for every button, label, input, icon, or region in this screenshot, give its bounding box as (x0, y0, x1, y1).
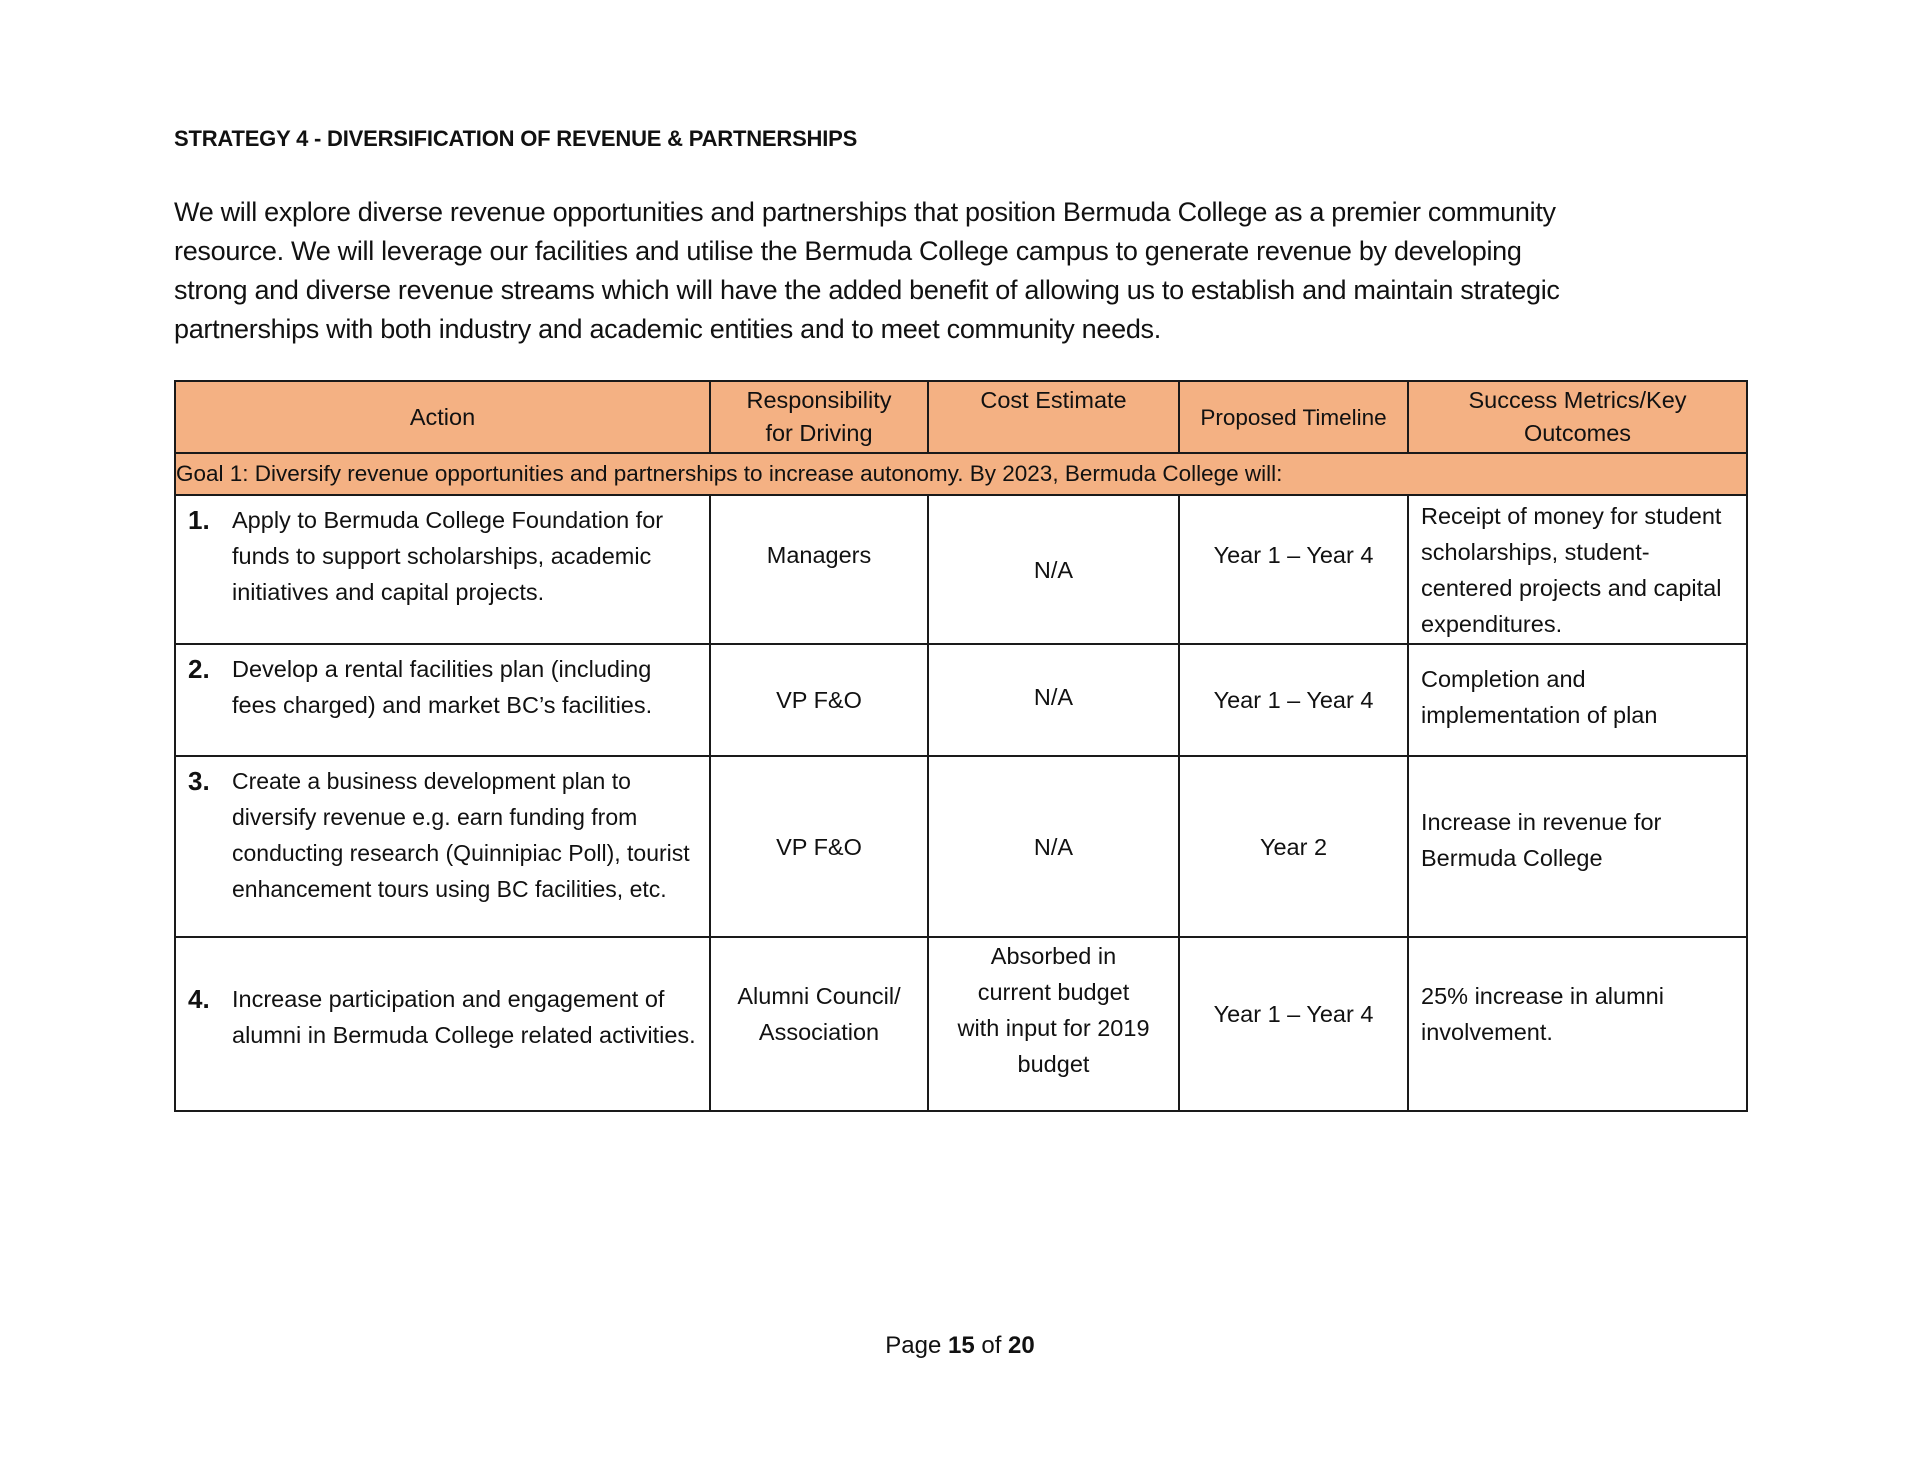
cost-cell: N/A (928, 495, 1179, 644)
action-cell (175, 644, 710, 756)
action-number: 3. (188, 766, 210, 796)
col-header-timeline: Proposed Timeline (1179, 381, 1408, 453)
cost-cell: N/A (928, 756, 1179, 937)
intro-paragraph (174, 193, 1754, 349)
page-label: Page (885, 1332, 942, 1359)
page-footer (0, 1332, 1920, 1360)
responsibility-cell: VP F&O (710, 756, 928, 937)
goal-text: Goal 1: Diversify revenue opportunities and partnerships to increase autonomy. By 2023, Bermuda College will: (175, 453, 1747, 495)
table-header-row (175, 381, 1747, 453)
action-text: Create a business development plan to diversify revenue e.g. earn funding from conducting research (Quinnipiac Poll), tourist enhancement tours using BC facilities, etc. (232, 768, 690, 902)
responsibility-cell: Alumni Council/ Association (710, 937, 928, 1111)
current-page: 15 (947, 1332, 975, 1359)
action-text: Develop a rental facilities plan (including fees charged) and market BC’s facilities. (232, 656, 653, 718)
action-cell (175, 937, 710, 1111)
metrics-cell: Receipt of money for student scholarships, student-centered projects and capital expenditures. (1408, 495, 1747, 644)
col-header-action: Action (175, 381, 710, 453)
timeline-cell: Year 1 – Year 4 (1179, 937, 1408, 1111)
table-row (175, 644, 1747, 756)
col-header-metrics: Success Metrics/Key Outcomes (1408, 381, 1747, 453)
strategy-heading: STRATEGY 4 - DIVERSIFICATION OF REVENUE & PARTNERSHIPS (174, 126, 858, 151)
action-plan-table (174, 380, 1748, 1112)
cost-cell: Absorbed in current budget with input for 2019 budget (928, 937, 1179, 1111)
action-number: 1. (188, 505, 210, 535)
action-cell (175, 756, 710, 937)
responsibility-cell: VP F&O (710, 644, 928, 756)
of-label: of (981, 1332, 1002, 1359)
action-number: 2. (188, 654, 210, 684)
col-header-responsibility: Responsibility for Driving (710, 381, 928, 453)
goal-row (175, 453, 1747, 495)
table-row (175, 495, 1747, 644)
intro-line: resource. We will leverage our facilities and utilise the Bermuda College campus to generate revenue by developing (174, 236, 1522, 266)
cost-cell: N/A (928, 644, 1179, 756)
responsibility-cell: Managers (710, 495, 928, 644)
action-cell (175, 495, 710, 644)
intro-line: strong and diverse revenue streams which will have the added benefit of allowing us to establish and maintain strategic (174, 275, 1560, 305)
action-number: 4. (188, 984, 210, 1014)
intro-line: partnerships with both industry and academic entities and to meet community needs. (174, 314, 1161, 344)
col-header-cost: Cost Estimate (928, 381, 1179, 453)
metrics-cell: Completion and implementation of plan (1408, 644, 1747, 756)
action-text: Increase participation and engagement of alumni in Bermuda College related activities. (232, 986, 696, 1048)
metrics-cell: Increase in revenue for Bermuda College (1408, 756, 1747, 937)
table-row (175, 937, 1747, 1111)
timeline-cell: Year 1 – Year 4 (1179, 644, 1408, 756)
timeline-cell: Year 1 – Year 4 (1179, 495, 1408, 644)
timeline-cell: Year 2 (1179, 756, 1408, 937)
total-pages: 20 (1008, 1332, 1035, 1359)
action-text: Apply to Bermuda College Foundation for funds to support scholarships, academic initiatives and capital projects. (232, 507, 664, 605)
metrics-cell: 25% increase in alumni involvement. (1408, 937, 1747, 1111)
intro-line: We will explore diverse revenue opportunities and partnerships that position Bermuda College as a premier community (174, 197, 1556, 227)
table-row (175, 756, 1747, 937)
